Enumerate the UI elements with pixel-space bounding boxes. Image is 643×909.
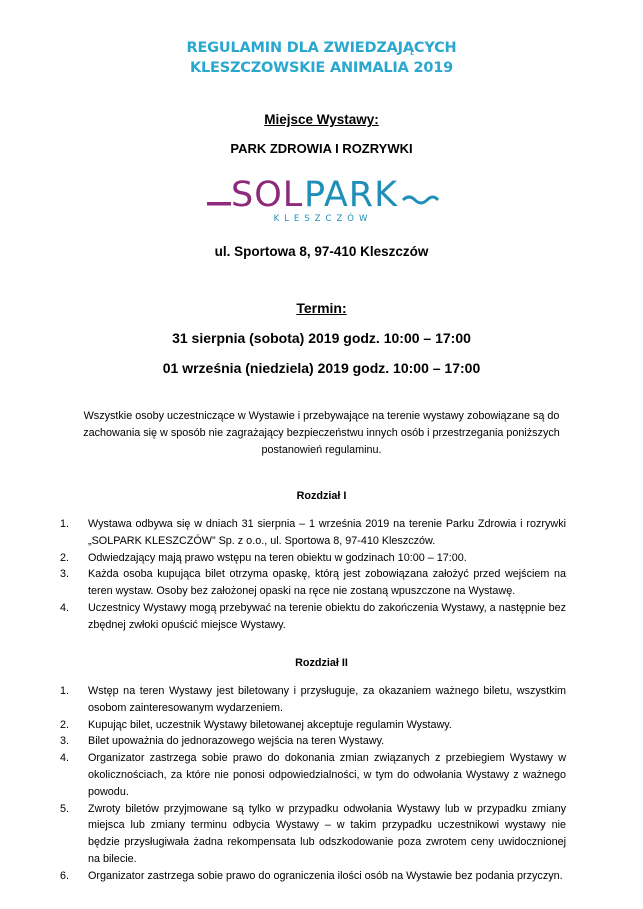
chapter-2-heading: Rozdział II <box>295 657 348 669</box>
chapter-1-heading: Rozdział I <box>296 490 347 502</box>
list-item-text: Organizator zastrzega sobie prawo do dokonania zmian związanych z przebiegiem Wystawy w okolicznościach, za które nie ponosi odpowiedzialności, w tym do odwołania Wystawy z ważnego powodu. <box>88 752 566 798</box>
list-item-number: 6. <box>60 869 70 882</box>
list-item-text: Każda osoba kupująca bilet otrzyma opaskę, którą jest zobowiązana założyć przed wejściem na teren wystaw. Osoby bez założonej opaski na ręce nie zostaną wpuszczone na Wystawę. <box>88 568 566 598</box>
term-date-1: 31 sierpnia (sobota) 2019 godz. 10:00 – 17:00 <box>172 330 471 346</box>
list-item <box>60 750 566 800</box>
list-item-text: Wstęp na teren Wystawy jest biletowany i przysługuje, za okazaniem ważnego biletu, wszystkim osobom zainteresowanym wydarzeniem. <box>88 685 566 714</box>
venue-name: PARK ZDROWIA I ROZRYWKI <box>230 141 413 156</box>
list-item-number: 3. <box>60 568 70 581</box>
list-item <box>60 550 566 567</box>
list-item-text: Wystawa odbywa się w dniach 31 sierpnia – 1 września 2019 na terenie Parku Zdrowia i rozrywki „SOLPARK KLESZCZÓW” Sp. z o.o., ul. Sportowa 8, 97-410 Kleszczów. <box>88 518 566 547</box>
list-item <box>60 801 566 868</box>
list-item-number: 2. <box>60 718 70 731</box>
logo-wave-icon <box>403 197 438 203</box>
document-title-line-1: REGULAMIN DLA ZWIEDZAJĄCYCH <box>186 40 457 56</box>
list-item <box>60 683 566 717</box>
list-item <box>60 717 566 734</box>
list-item-text: Organizator zastrzega sobie prawo do ograniczenia ilości osób na Wystawie bez podania przyczyn. <box>88 869 563 882</box>
chapter-2-list <box>60 683 566 885</box>
logo-main-left: SOL <box>231 175 304 215</box>
list-item-text: Uczestnicy Wystawy mogą przebywać na terenie obiektu do zakończenia Wystawy, a następnie bez zbędnej zwłoki opuścić miejsce Wystawy. <box>88 601 566 631</box>
chapter-1-list <box>60 516 566 634</box>
list-item-number: 4. <box>60 601 70 614</box>
term-heading: Termin: <box>296 300 347 316</box>
list-item <box>60 566 566 600</box>
solpark-logo <box>205 175 440 225</box>
intro-paragraph: Wszystkie osoby uczestniczące w Wystawie i przebywające na terenie wystawy zobowiązane są do zachowania się w sposób nie zagrażający bezpieczeństwu innych osób i przestrzegania poniższych postanowień regulaminu. <box>83 410 560 456</box>
logo-main-right: PARK <box>304 175 399 215</box>
list-item <box>60 733 566 750</box>
logo-left-bar <box>207 202 231 206</box>
list-item-number: 1. <box>60 518 70 530</box>
list-item-number: 5. <box>60 802 70 815</box>
list-item-number: 3. <box>60 735 70 748</box>
list-item-number: 4. <box>60 752 70 765</box>
list-item-text: Bilet upoważnia do jednorazowego wejścia na teren Wystawy. <box>88 735 385 748</box>
document-title-line-2: KLESZCZOWSKIE ANIMALIA 2019 <box>189 60 454 76</box>
list-item-text: Kupując bilet, uczestnik Wystawy biletowanej akceptuje regulamin Wystawy. <box>88 718 452 731</box>
list-item-text: Odwiedzający mają prawo wstępu na teren obiektu w godzinach 10:00 – 17:00. <box>88 551 467 564</box>
logo-subtitle: KLESZCZÓW <box>273 214 373 224</box>
venue-address: ul. Sportowa 8, 97-410 Kleszczów <box>214 244 429 259</box>
list-item <box>60 868 566 885</box>
list-item-text: Zwroty biletów przyjmowane są tylko w przypadku odwołania Wystawy lub w przypadku zmiany miejsca lub zmiany terminu odbycia Wystawy – w takim przypadku uczestnikowi wystawy nie będzie przysługiwała żadna rekompensata lub odszkodowanie poza zwrotem ceny uwidocznionej na bilecie. <box>88 802 566 865</box>
term-date-2: 01 września (niedziela) 2019 godz. 10:00 – 17:00 <box>162 360 481 376</box>
list-item-number: 2. <box>60 551 70 564</box>
list-item-number: 1. <box>60 685 70 697</box>
venue-heading: Miejsce Wystawy: <box>264 112 379 127</box>
list-item <box>60 516 566 550</box>
list-item <box>60 600 566 634</box>
